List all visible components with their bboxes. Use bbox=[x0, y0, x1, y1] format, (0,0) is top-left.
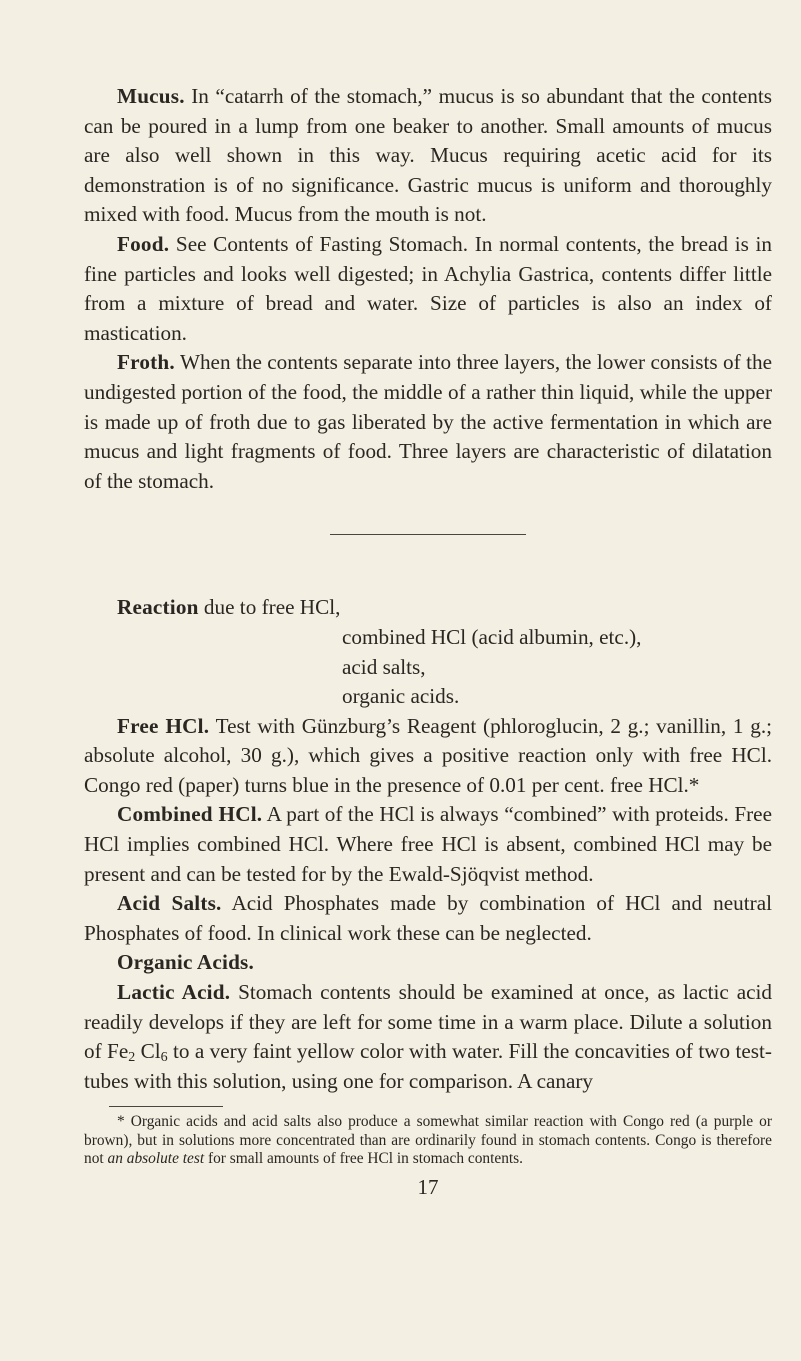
reaction-list bbox=[84, 593, 772, 711]
paragraph-mucus bbox=[84, 82, 772, 230]
heading-organic-acids: Organic Acids. bbox=[117, 950, 254, 975]
subscript-cl: 6 bbox=[160, 1050, 168, 1066]
paragraph-acid-salts bbox=[84, 889, 772, 948]
paragraph-organic-acids bbox=[84, 948, 772, 978]
text-acid-salts: Acid Phosphates made by combination of HCl and neutral Phosphates of food. In clinical work these can be neglected. bbox=[84, 891, 773, 945]
heading-food: Food. bbox=[117, 231, 170, 256]
text-food: See Contents of Fasting Stomach. In normal contents, the bread is in fine particles and looks well digested; in Achylia Gastrica, contents differ little from a mixture of bread and water. Size of particles is also an index of mastication. bbox=[84, 231, 772, 345]
paragraph-lactic-acid bbox=[84, 978, 772, 1096]
text-froth: When the contents separate into three layers, the lower consists of the undigested portion of the food, the middle of a rather thin liquid, while the upper is made up of froth due to gas liberated by the active fermentation in which are mucus and light fragments of food. Three layers are characteristic of dilatation of the stomach. bbox=[84, 350, 772, 493]
heading-acid-salts: Acid Salts. bbox=[117, 891, 222, 916]
page-number: 17 bbox=[417, 1174, 439, 1199]
text-combined-hcl: A part of the HCl is always “combined” with proteids. Free HCl implies combined HCl. Where free HCl is absent, combined HCl may be present and can be tested for by the Ewald-Sjöqvist method. bbox=[84, 802, 772, 886]
text-lactic-acid-after: to a very faint yellow color with water. Fill the concavities of two test-tubes with this solution, using one for comparison. A canary bbox=[84, 1039, 772, 1093]
footnote bbox=[84, 1113, 772, 1168]
paragraph-free-hcl bbox=[84, 712, 772, 801]
text-free-hcl: Test with Günzburg’s Reagent (phloroglucin, 2 g.; vanillin, 1 g.; absolute alcohol, 30 g.), which gives a positive reaction only with free HCl. Congo red (paper) turns blue in the presence of 0.01 per cent. free HCl.* bbox=[84, 713, 772, 797]
section-divider bbox=[330, 534, 526, 535]
reaction-item-combined-hcl: combined HCl (acid albumin, etc.), bbox=[342, 624, 642, 649]
footnote-text-after: for small amounts of free HCl in stomach contents. bbox=[204, 1150, 524, 1168]
heading-mucus: Mucus. bbox=[117, 84, 185, 108]
footnote-text-before: * Organic acids and acid salts also produce a somewhat similar reaction with Congo red (a purple or brown), but in solutions more concentrated than are ordinarily found in stomach contents. Congo is therefore not bbox=[84, 1113, 772, 1168]
heading-combined-hcl: Combined HCl. bbox=[117, 802, 263, 827]
text-mucus: In “catarrh of the stomach,” mucus is so abundant that the contents can be poured in a lump from one beaker to another. Small amounts of mucus are also well shown in this way. Mucus requiring acetic acid for its demonstration is of no significance. Gastric mucus is uniform and thoroughly mixed with food. Mucus from the mouth is not. bbox=[84, 84, 772, 227]
footnote-emphasis: an absolute test bbox=[107, 1150, 205, 1168]
heading-froth: Froth. bbox=[117, 350, 175, 375]
reaction-item-free-hcl: due to free HCl, bbox=[203, 595, 341, 620]
heading-free-hcl: Free HCl. bbox=[117, 713, 210, 738]
text-lactic-acid-before: Stomach contents should be examined at once, as lactic acid readily develops if they are left for some time in a warm place. Dilute a solution of Fe bbox=[84, 980, 773, 1064]
text-lactic-acid-mid: Cl bbox=[135, 1039, 161, 1064]
paragraph-froth bbox=[84, 348, 772, 496]
heading-reaction: Reaction bbox=[117, 595, 199, 620]
heading-lactic-acid: Lactic Acid. bbox=[117, 980, 231, 1005]
book-page bbox=[84, 82, 772, 1200]
reaction-first-line bbox=[84, 593, 772, 623]
subscript-fe: 2 bbox=[128, 1050, 136, 1066]
footnote-rule bbox=[109, 1106, 223, 1107]
paragraph-food bbox=[84, 230, 772, 348]
reaction-item-acid-salts: acid salts, bbox=[342, 654, 426, 679]
reaction-item-organic-acids: organic acids. bbox=[342, 684, 460, 709]
paragraph-combined-hcl bbox=[84, 800, 772, 889]
